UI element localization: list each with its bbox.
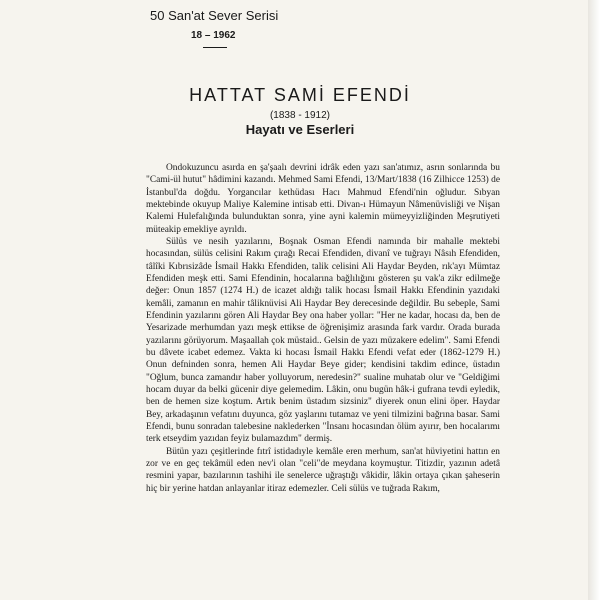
article-subtitle: Hayatı ve Eserleri [245,122,355,137]
series-divider [203,47,227,48]
series-number: 18 – 1962 [191,30,236,41]
paragraph-2: Sülüs ve nesih yazılarını, Boşnak Osman Efendi namında bir mahalle mektebi hocasından, sülüs celisini Rakım çırağı Recai Efendiden, divanî ve tuğrayı Nâsıh Efendiden, tâlîki Kıbrısizâde İsmail Hakkı Efendiden, talik celisini Ali Haydar Beyden, rık'ayı Mümtaz Efendiden meşk etti. Sami Efendinin, hocalarına bağlılığını gösteren şu vak'a zikr edilmeğe değer: Onun 1857 (1274 H.) de icazet aldığı talik hocası İsmail Hakkı Efendinin yazıdaki kemâli, zamanın en mahir tâliknüvisi Ali Haydar Bey derecesinde değildir. Bu sebeple, Sami Efendinin yazılarını gören Ali Haydar Bey ona haber yollar: "Her ne kadar, hocası da, ben de Yesarizade merhumdan yazı meşk ettikse de öğrenişimiz arasında fark vardır. Orada burada yazılarını görüyorum. Maşaallah çok müstaid.. Gelsin de yazı müzakere edelim". Sami Efendi bu dâvete icabet edemez. Vakta ki hocası İsmail Hakkı Efendi vefat eder (1862-1279 H.) Onun defninden sonra, hemen Ali Haydar Beye gider; kendisini takdim edince, üstadın "Oğlum, bunca zamandır haber yolluyorum, neredesin?" sualine muhatab olur ve "Geldiğimi hocam duyar da belki gücenir diye gelemedim. Lâkin, onu bugün hâk-i gufrana tevdi eyledik, ben de hemen size koştum. Artık benim üstadım sizsiniz" diyerek onun elini öper. Haydar Bey, arkadaşının vefatını duyunca, göz yaşlarını tutamaz ve yeni tilmizini bağrına basar. Sami Efendi, bunu sonradan talebesine naklederken "İnsanı hocasından ölüm ayırır, ben hocalarımı terk etseydim yazıdan feyiz bulamazdım" dermiş. [146,236,500,445]
paragraph-1: Ondokuzuncu asırda en şa'şaalı devrini idrâk eden yazı san'atımız, asrın sonlarında bu "Cami-ül hutut" hâdimini kazandı. Mehmed Sami Efendi, 13/Mart/1838 (16 Zilhicce 1253) de İstanbul'da doğdu. Yorgancılar kethüdası Hacı Mahmud Efendi'nin oğludur. Sıbyan mektebinde okuyup Maliye Kalemine intisab etti. Divan-ı Hümayun Nâmenüvisliği ve Nişan Kalemi Hulefalığında bulunduktan sonra, yine ayni kalemin mümeyyizliğinden Meşrutiyeti müteakip emekliye ayrıldı. [146,163,500,235]
article-years: (1838 - 1912) [269,110,331,121]
article-body [146,162,500,495]
series-title: 50 San'at Sever Serisi [150,8,279,23]
article-title: HATTAT SAMİ EFENDİ [189,85,411,105]
paragraph-3: Bütün yazı çeşitlerinde fıtrî istidadıyle kemâle eren merhum, san'at hüviyetini hattın en zor ve en geç tekâmül eden nev'i olan "celi"de meydana koymuştur. Titizdir, yazının adetâ resmini yapar, bazılarının tashihi ile senelerce uğraştığı vâkidir, lâkin ortaya çıkan şaheserin hiç bir yerine hatdan anlayanlar itiraz edemezler. Celi sülüs ve tuğrada Rakım, [146,446,500,494]
